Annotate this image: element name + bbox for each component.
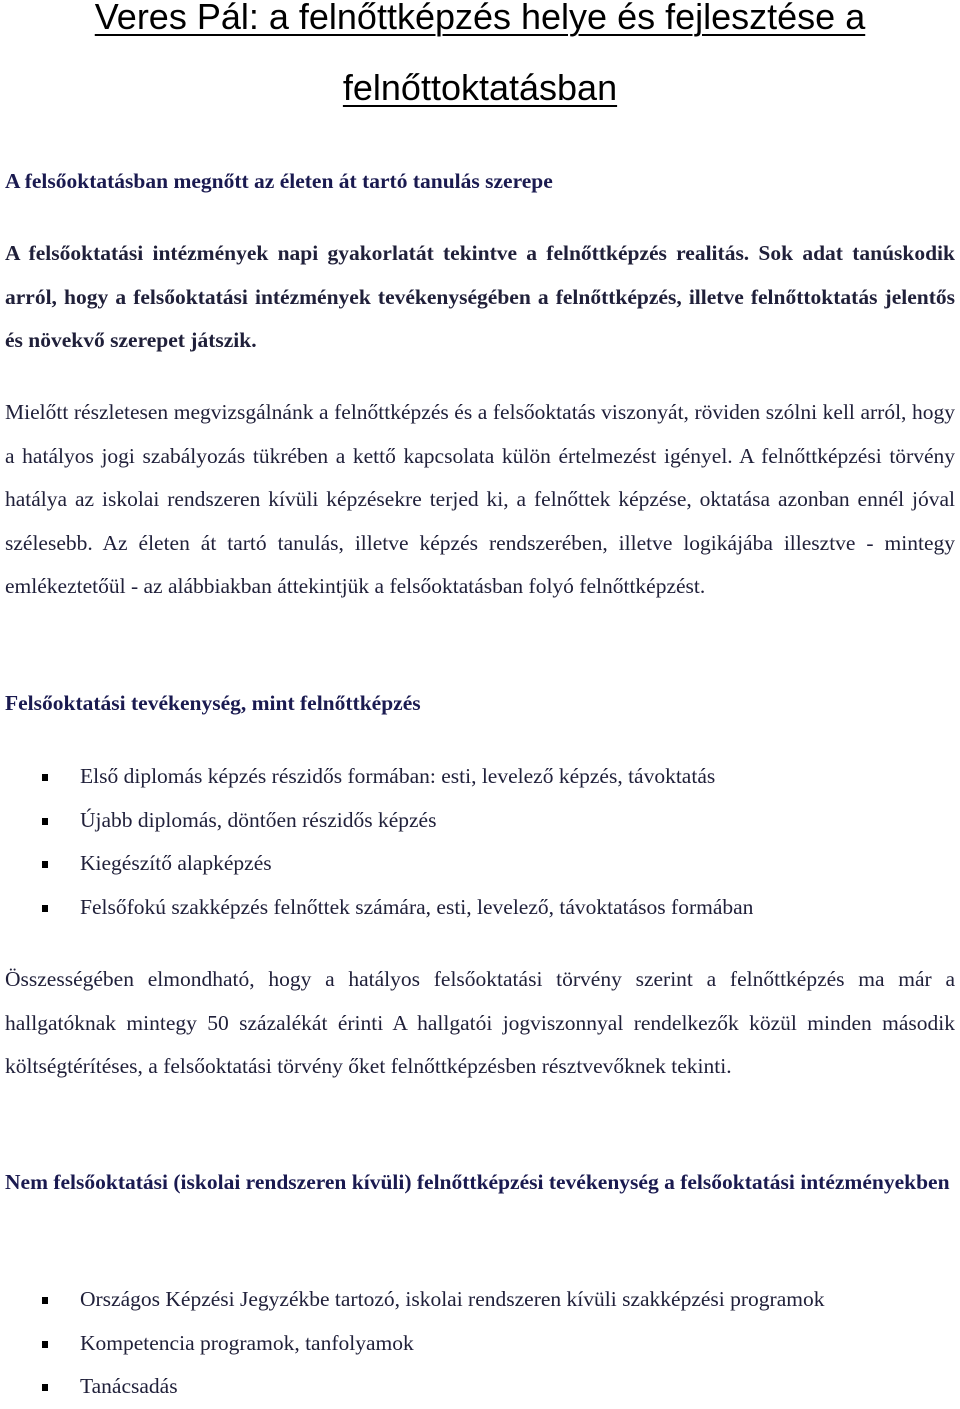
- bullet-square-icon: [42, 1297, 48, 1304]
- bullet-square-icon: [42, 818, 48, 825]
- document-title-line-1: Veres Pál: a felnőttképzés helye és fejlesztése a: [94, 0, 866, 37]
- list-item: [0, 755, 960, 799]
- summary-paragraph: Összességében elmondható, hogy a hatályos felsőoktatási törvény szerint a felnőttképzés ma már a hallgatóknak mintegy 50 százalékát érinti A hallgatói jogviszonnyal rendelkezők közül minden második költségtérítéses, a felsőoktatási törvény őket felnőttképzésben résztvevőknek tekinti.: [5, 967, 955, 1078]
- document-title-line-2: felnőttoktatásban: [342, 67, 618, 108]
- list-item: [0, 799, 960, 843]
- list-item: [0, 1322, 960, 1366]
- section1-list: [0, 755, 960, 929]
- bullet-square-icon: [42, 1384, 48, 1391]
- list-item: [0, 1278, 960, 1322]
- list-item-text: Felsőfokú szakképzés felnőttek számára, esti, levelező, távoktatásos formában: [80, 894, 754, 919]
- section2-list: [0, 1278, 960, 1409]
- list-item: [0, 842, 960, 886]
- bullet-square-icon: [42, 1341, 48, 1348]
- list-item-text: Kiegészítő alapképzés: [80, 851, 272, 875]
- bullet-square-icon: [42, 774, 48, 781]
- section2-heading: Nem felsőoktatási (iskolai rendszeren kívüli) felnőttképzési tevékenység a felsőoktatási intézményekben: [5, 1170, 950, 1194]
- list-item-text: Újabb diplomás, döntően részidős képzés: [80, 807, 437, 832]
- bullet-square-icon: [42, 861, 48, 868]
- list-item-text: Országos Képzési Jegyzékbe tartozó, iskolai rendszeren kívüli szakképzési programok: [80, 1287, 825, 1311]
- section1-heading: Felsőoktatási tevékenység, mint felnőttképzés: [5, 691, 421, 715]
- list-item-text: Első diplomás képzés részidős formában: esti, levelező képzés, távoktatás: [80, 764, 716, 788]
- intro-bold-paragraph: A felsőoktatási intézmények napi gyakorlatát tekintve a felnőttképzés realitás. Sok adat tanúskodik arról, hogy a felsőoktatási intézmények tevékenységében a felnőttképzés, illetve felnőttoktatás jelentős és növekvő szerepet játszik.: [5, 241, 955, 352]
- list-item: [0, 886, 960, 930]
- bullet-square-icon: [42, 905, 48, 912]
- body-paragraph: Mielőtt részletesen megvizsgálnánk a felnőttképzés és a felsőoktatás viszonyát, röviden szólni kell arról, hogy a hatályos jogi szabályozás tükrében a kettő kapcsolata külön értelmezést igényel. A felnőttképzési törvény hatálya az iskolai rendszeren kívüli képzésekre terjed ki, a felnőttek képzése, oktatása azonban ennél jóval szélesebb. Az életen át tartó tanulás, illetve képzés rendszerében, illetve logikájába illesztve - mintegy emlékeztetőül - az alábbiakban áttekintjük a felsőoktatásban folyó felnőttképzést.: [5, 400, 955, 598]
- list-item-text: Kompetencia programok, tanfolyamok: [80, 1330, 414, 1355]
- list-item: [0, 1365, 960, 1409]
- list-item-text: Tanácsadás: [80, 1374, 178, 1398]
- intro-heading: A felsőoktatásban megnőtt az életen át tartó tanulás szerepe: [5, 169, 553, 193]
